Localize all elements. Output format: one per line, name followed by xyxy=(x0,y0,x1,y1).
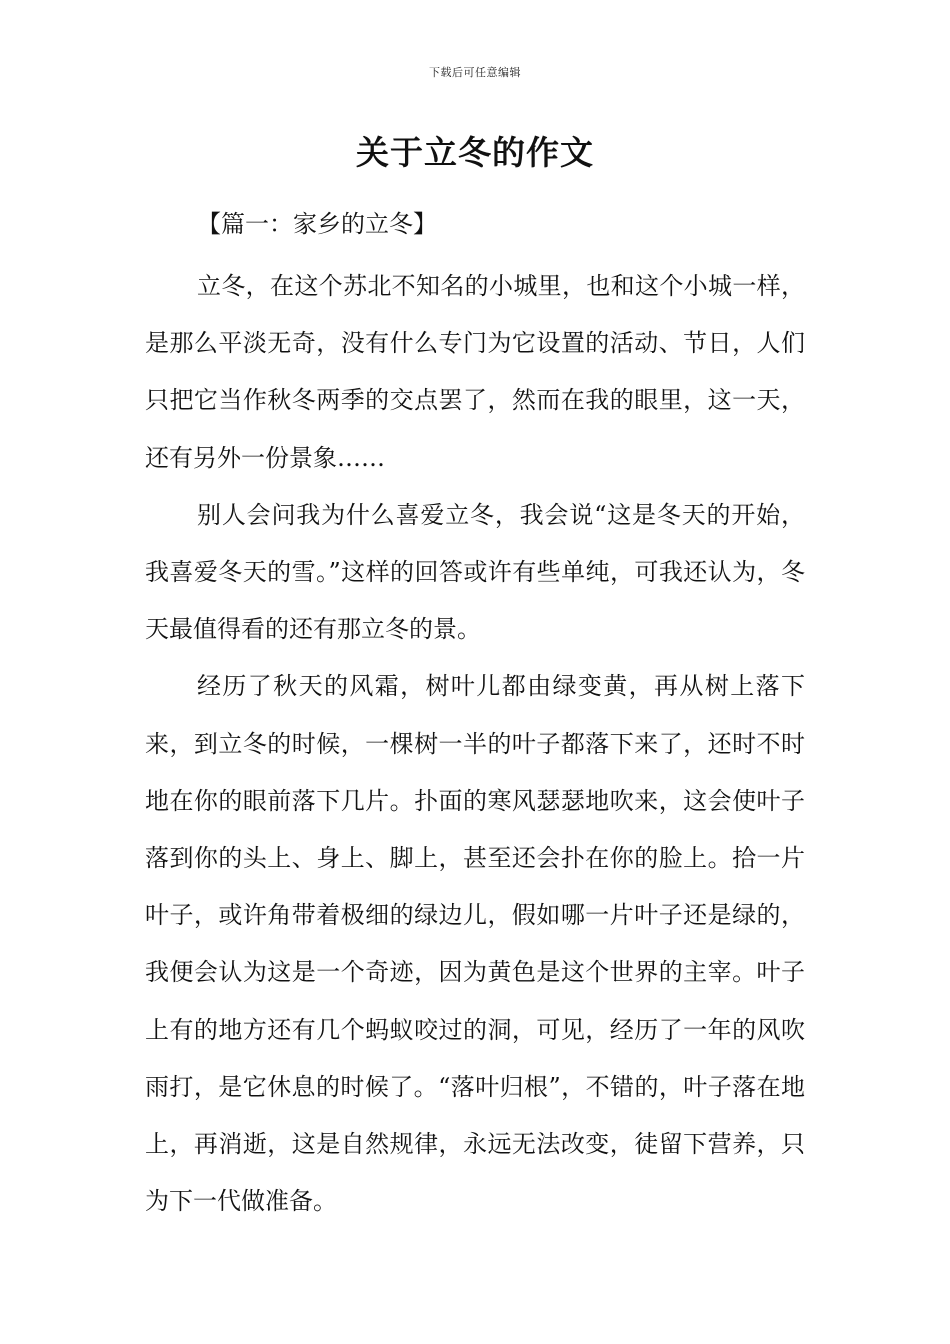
document-title: 关于立冬的作文 xyxy=(356,133,594,172)
paragraph-2: 别人会问我为什么喜爱立冬，我会说“这是冬天的开始，我喜爱冬天的雪。”这样的回答或许有些单纯，可我还认为，冬天最值得看的还有那立冬的景。 xyxy=(145,500,805,644)
body-text xyxy=(145,258,805,1230)
header-note: 下载后可任意编辑 xyxy=(429,66,521,79)
section-heading: 【篇一：家乡的立冬】 xyxy=(197,210,437,238)
paragraph-1: 立冬，在这个苏北不知名的小城里，也和这个小城一样，是那么平淡无奇，没有什么专门为它设置的活动、节日，人们只把它当作秋冬两季的交点罢了，然而在我的眼里，这一天，还有另外一份景象…… xyxy=(145,272,805,472)
paragraph-3: 经历了秋天的风霜，树叶儿都由绿变黄，再从树上落下来，到立冬的时候，一棵树一半的叶子都落下来了，还时不时地在你的眼前落下几片。扑面的寒风瑟瑟地吹来，这会使叶子落到你的头上、身上、脚上，甚至还会扑在你的脸上。拾一片叶子，或许角带着极细的绿边儿，假如哪一片叶子还是绿的，我便会认为这是一个奇迹，因为黄色是这个世界的主宰。叶子上有的地方还有几个蚂蚁咬过的洞，可见，经历了一年的风吹雨打，是它休息的时候了。“落叶归根”，不错的，叶子落在地上，再消逝，这是自然规律，永远无法改变，徒留下营养，只为下一代做准备。 xyxy=(145,672,805,1216)
